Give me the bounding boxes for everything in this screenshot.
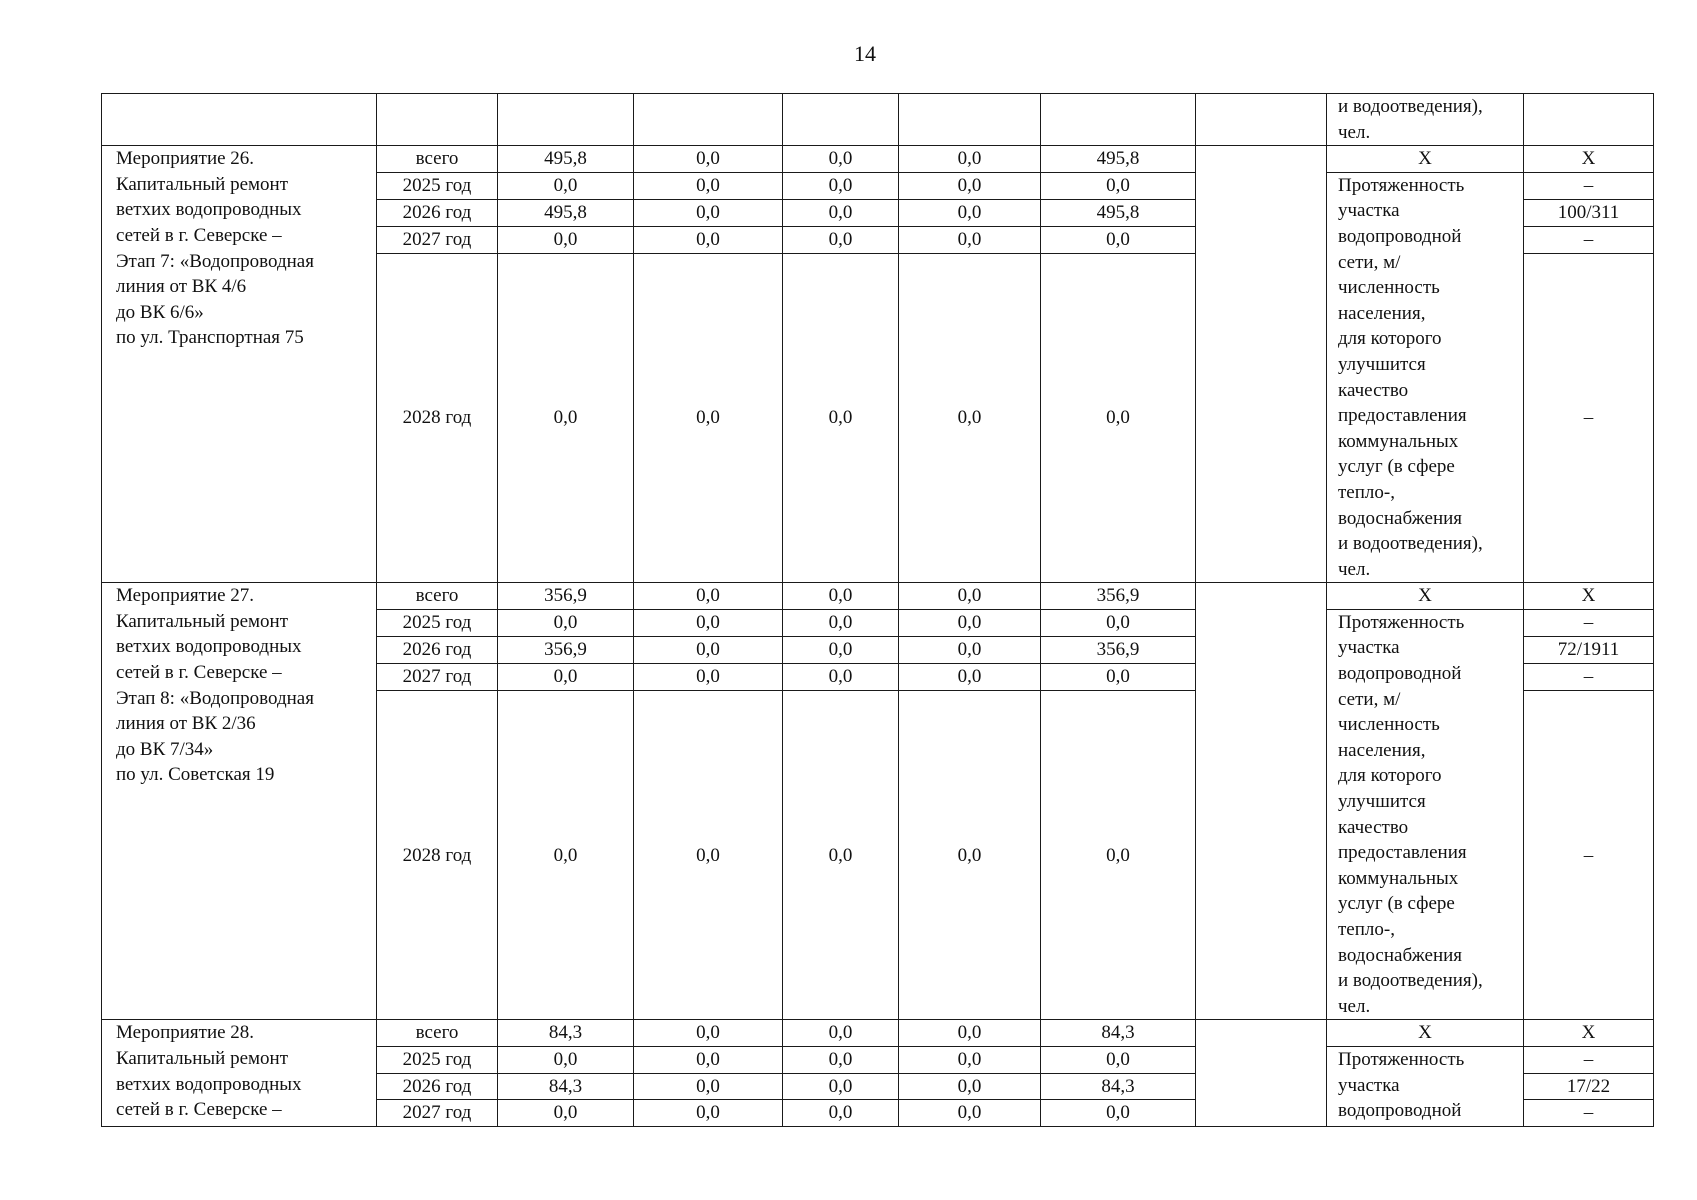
indicator-text: Протяженность участка водопроводной сети, м/ численность населения, для которого улучшится качество предоставления коммунальных услуг (в сфере тепло-, водоснабжения и водоотведения), чел. (1327, 609, 1524, 1020)
value-cell: 495,8 (498, 199, 634, 226)
value-cell: 84,3 (498, 1073, 634, 1100)
value-cell: 0,0 (783, 1046, 899, 1073)
value-cell: 0,0 (783, 583, 899, 610)
value-cell: 0,0 (1041, 664, 1196, 691)
table-cell (1041, 94, 1196, 146)
indicator-text: Протяженность участка водопроводной (1327, 1046, 1524, 1126)
value-cell: 0,0 (634, 1020, 783, 1047)
value-cell: 0,0 (783, 1073, 899, 1100)
value-cell: 495,8 (498, 146, 634, 173)
table-row (102, 1020, 1654, 1047)
continuation-row (102, 94, 1654, 146)
value-cell: 0,0 (634, 1100, 783, 1127)
value-cell: 0,0 (783, 1100, 899, 1127)
value-cell: 0,0 (634, 254, 783, 583)
value-cell: 0,0 (899, 1073, 1041, 1100)
table-cell (377, 94, 498, 146)
page-number: 14 (854, 41, 876, 66)
value-cell: 0,0 (783, 227, 899, 254)
target-value: – (1524, 664, 1654, 691)
value-cell: 0,0 (783, 609, 899, 636)
value-cell: 0,0 (899, 664, 1041, 691)
value-cell: 356,9 (498, 637, 634, 664)
value-cell: 0,0 (783, 146, 899, 173)
target-value: 17/22 (1524, 1073, 1654, 1100)
value-cell: 0,0 (634, 583, 783, 610)
value-cell: 0,0 (498, 1100, 634, 1127)
target-value: – (1524, 1100, 1654, 1127)
value-cell: 0,0 (899, 172, 1041, 199)
value-cell: 0,0 (899, 227, 1041, 254)
value-cell: 0,0 (498, 664, 634, 691)
table-row (102, 583, 1654, 610)
table-row (102, 146, 1654, 173)
period-cell: 2026 год (377, 1073, 498, 1100)
value-cell: 84,3 (1041, 1020, 1196, 1047)
period-cell: 2026 год (377, 637, 498, 664)
table-cell (498, 94, 634, 146)
value-cell: 0,0 (1041, 1100, 1196, 1127)
value-cell: 0,0 (498, 227, 634, 254)
period-cell: 2025 год (377, 172, 498, 199)
value-cell: 0,0 (498, 691, 634, 1020)
value-cell: 0,0 (1041, 254, 1196, 583)
table-cell (102, 94, 377, 146)
value-cell: 0,0 (634, 1073, 783, 1100)
table-cell (899, 94, 1041, 146)
value-cell: 0,0 (498, 609, 634, 636)
value-cell: 0,0 (498, 1046, 634, 1073)
period-cell: 2028 год (377, 691, 498, 1020)
value-cell: 0,0 (634, 172, 783, 199)
table-cell (783, 94, 899, 146)
measure-name: Мероприятие 26. Капитальный ремонт ветхих водопроводных сетей в г. Северске – Этап 7: «Водопроводная линия от ВК 4/6 до ВК 6/6» по ул. Транспортная 75 (102, 146, 377, 583)
value-cell: 0,0 (899, 199, 1041, 226)
value-cell: 0,0 (899, 691, 1041, 1020)
value-cell: 0,0 (783, 1020, 899, 1047)
value-cell: 84,3 (498, 1020, 634, 1047)
value-cell: 0,0 (1041, 172, 1196, 199)
indicator-head: Х (1327, 583, 1524, 610)
target-value: 72/1911 (1524, 637, 1654, 664)
value-cell: 0,0 (1041, 227, 1196, 254)
measure-name: Мероприятие 28. Капитальный ремонт ветхих водопроводных сетей в г. Северске – (102, 1020, 377, 1126)
table-cell (634, 94, 783, 146)
empty-cell (1196, 583, 1327, 1020)
empty-cell (1196, 146, 1327, 583)
value-cell: 0,0 (783, 199, 899, 226)
target-value: – (1524, 227, 1654, 254)
period-cell: всего (377, 583, 498, 610)
value-cell: 0,0 (899, 254, 1041, 583)
period-cell: 2027 год (377, 664, 498, 691)
target-value: – (1524, 254, 1654, 583)
target-value: – (1524, 1046, 1654, 1073)
indicator-continuation: и водоотведения), чел. (1327, 94, 1524, 146)
value-cell: 0,0 (1041, 691, 1196, 1020)
value-cell: 84,3 (1041, 1073, 1196, 1100)
value-cell: 0,0 (783, 172, 899, 199)
value-cell: 495,8 (1041, 146, 1196, 173)
table-cell (1196, 94, 1327, 146)
empty-cell (1196, 1020, 1327, 1126)
value-cell: 0,0 (899, 1020, 1041, 1047)
period-cell: 2027 год (377, 1100, 498, 1127)
value-cell: 0,0 (634, 1046, 783, 1073)
period-cell: 2027 год (377, 227, 498, 254)
value-cell: 0,0 (634, 609, 783, 636)
value-cell: 0,0 (498, 254, 634, 583)
value-cell: 0,0 (1041, 609, 1196, 636)
target-value: Х (1524, 146, 1654, 173)
budget-table (101, 93, 1654, 1127)
target-value: – (1524, 172, 1654, 199)
value-cell: 0,0 (899, 637, 1041, 664)
period-cell: 2026 год (377, 199, 498, 226)
value-cell: 0,0 (498, 172, 634, 199)
indicator-head: Х (1327, 146, 1524, 173)
value-cell: 0,0 (899, 1046, 1041, 1073)
period-cell: 2028 год (377, 254, 498, 583)
value-cell: 0,0 (899, 583, 1041, 610)
value-cell: 0,0 (783, 664, 899, 691)
value-cell: 495,8 (1041, 199, 1196, 226)
value-cell: 0,0 (634, 227, 783, 254)
value-cell: 0,0 (1041, 1046, 1196, 1073)
value-cell: 0,0 (783, 637, 899, 664)
value-cell: 356,9 (1041, 637, 1196, 664)
value-cell: 0,0 (899, 609, 1041, 636)
indicator-head: Х (1327, 1020, 1524, 1047)
value-cell: 0,0 (634, 199, 783, 226)
value-cell: 0,0 (634, 637, 783, 664)
period-cell: всего (377, 1020, 498, 1047)
value-cell: 0,0 (634, 146, 783, 173)
target-value: 100/311 (1524, 199, 1654, 226)
target-value: – (1524, 609, 1654, 636)
value-cell: 356,9 (1041, 583, 1196, 610)
table-cell (1524, 94, 1654, 146)
value-cell: 0,0 (899, 146, 1041, 173)
indicator-text: Протяженность участка водопроводной сети, м/ численность населения, для которого улучшится качество предоставления коммунальных услуг (в сфере тепло-, водоснабжения и водоотведения), чел. (1327, 172, 1524, 583)
period-cell: 2025 год (377, 1046, 498, 1073)
value-cell: 0,0 (783, 254, 899, 583)
value-cell: 356,9 (498, 583, 634, 610)
target-value: Х (1524, 1020, 1654, 1047)
measure-name: Мероприятие 27. Капитальный ремонт ветхих водопроводных сетей в г. Северске – Этап 8: «Водопроводная линия от ВК 2/36 до ВК 7/34» по ул. Советская 19 (102, 583, 377, 1020)
period-cell: всего (377, 146, 498, 173)
value-cell: 0,0 (783, 691, 899, 1020)
period-cell: 2025 год (377, 609, 498, 636)
value-cell: 0,0 (634, 691, 783, 1020)
target-value: – (1524, 691, 1654, 1020)
target-value: Х (1524, 583, 1654, 610)
value-cell: 0,0 (899, 1100, 1041, 1127)
value-cell: 0,0 (634, 664, 783, 691)
